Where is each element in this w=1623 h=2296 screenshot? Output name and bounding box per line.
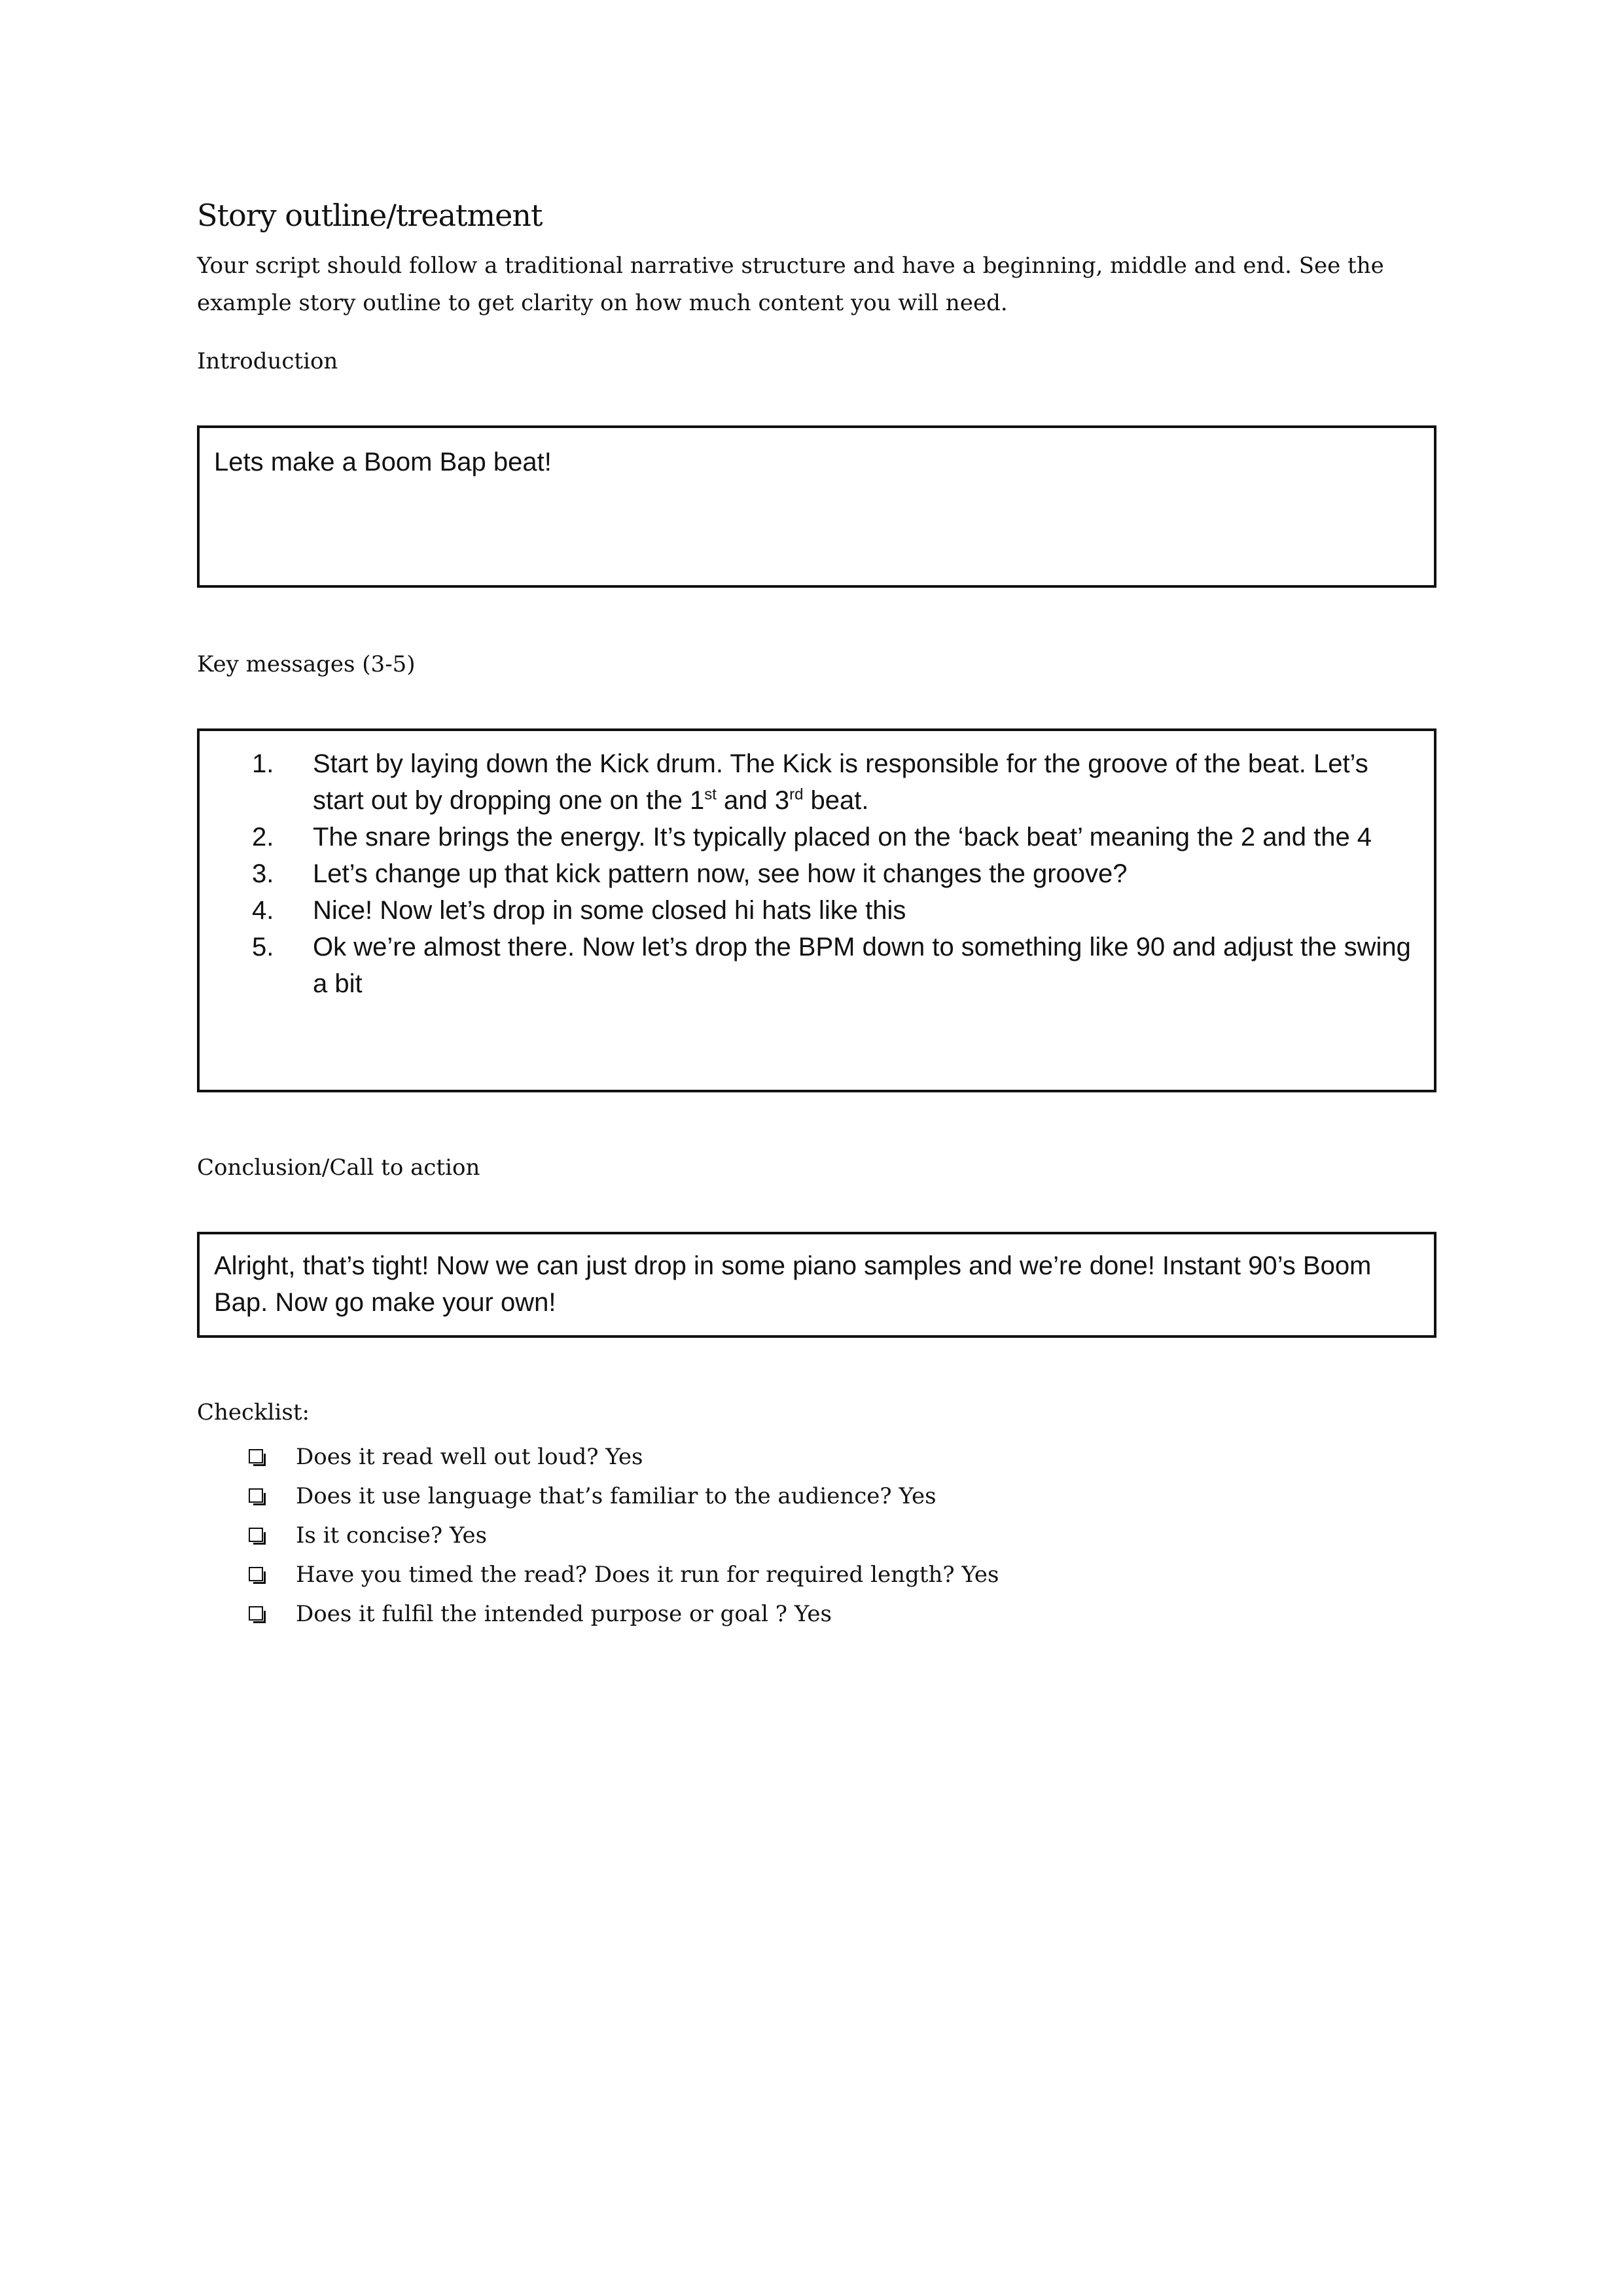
conclusion-text: Alright, that’s tight! Now we can just drop in some piano samples and we’re done! Instant 90’s Boom Bap. Now go make your own!: [214, 1251, 1372, 1317]
checkbox-icon: [249, 1606, 263, 1621]
key-message-number: 2.: [252, 823, 274, 852]
introduction-box: [197, 425, 1436, 588]
key-message-number: 3.: [252, 859, 274, 888]
key-message-number: 1.: [252, 749, 274, 778]
key-messages-list: [252, 745, 1423, 1002]
checkbox-icon: [249, 1449, 263, 1463]
checklist-item-text: Have you timed the read? Does it run for required length? Yes: [296, 1562, 999, 1588]
key-message-item: [252, 855, 1423, 892]
key-message-text: and 3: [716, 786, 790, 815]
checklist-item: [249, 1477, 999, 1516]
key-message-text: The snare brings the energy. It’s typically placed on the ‘back beat’ meaning the 2 and the 4: [313, 823, 1372, 852]
key-messages-label: Key messages (3-5): [197, 651, 416, 677]
key-message-item: [252, 892, 1423, 929]
checklist-item-text: Does it read well out loud? Yes: [296, 1444, 643, 1470]
key-message-text: Ok we’re almost there. Now let’s drop the BPM down to something like 90 and adjust the swing a bit: [313, 933, 1411, 998]
key-messages-box: [197, 728, 1436, 1092]
checklist-label: Checklist:: [197, 1399, 310, 1426]
checklist-item-text: Does it use language that’s familiar to the audience? Yes: [296, 1483, 936, 1509]
checklist-item: [249, 1594, 999, 1634]
key-message-item: [252, 745, 1423, 819]
key-message-text: Let’s change up that kick pattern now, see how it changes the groove?: [313, 859, 1128, 888]
key-message-item: [252, 929, 1423, 1002]
key-message-text: Nice! Now let’s drop in some closed hi hats like this: [313, 896, 906, 925]
introduction-label: Introduction: [197, 348, 338, 374]
checkbox-icon: [249, 1528, 263, 1542]
key-message-item: [252, 819, 1423, 855]
conclusion-label: Conclusion/Call to action: [197, 1155, 480, 1181]
superscript-ordinal: rd: [789, 785, 804, 804]
conclusion-box: [197, 1232, 1436, 1338]
key-message-number: 5.: [252, 933, 274, 961]
checkbox-icon: [249, 1567, 263, 1581]
superscript-ordinal: st: [704, 785, 717, 804]
instructions-paragraph: Your script should follow a traditional narrative structure and have a beginning, middle and end. See the example story outline to get clarity on how much content you will need.: [197, 253, 1384, 316]
checklist-item-text: Is it concise? Yes: [296, 1522, 488, 1549]
introduction-text: Lets make a Boom Bap beat!: [214, 448, 552, 476]
key-message-number: 4.: [252, 896, 274, 925]
checkbox-icon: [249, 1488, 263, 1503]
key-message-text: beat.: [803, 786, 869, 815]
checklist-item: [249, 1516, 999, 1555]
page-title: Story outline/treatment: [197, 198, 543, 233]
checklist-item: [249, 1555, 999, 1594]
key-message-text: Start by laying down the Kick drum. The Kick is responsible for the groove of the beat. Let’s start out by dropping one on the 1: [313, 749, 1368, 815]
checklist-item: [249, 1437, 999, 1477]
checklist-item-text: Does it fulfil the intended purpose or goal ? Yes: [296, 1601, 832, 1627]
checklist: [249, 1437, 999, 1634]
